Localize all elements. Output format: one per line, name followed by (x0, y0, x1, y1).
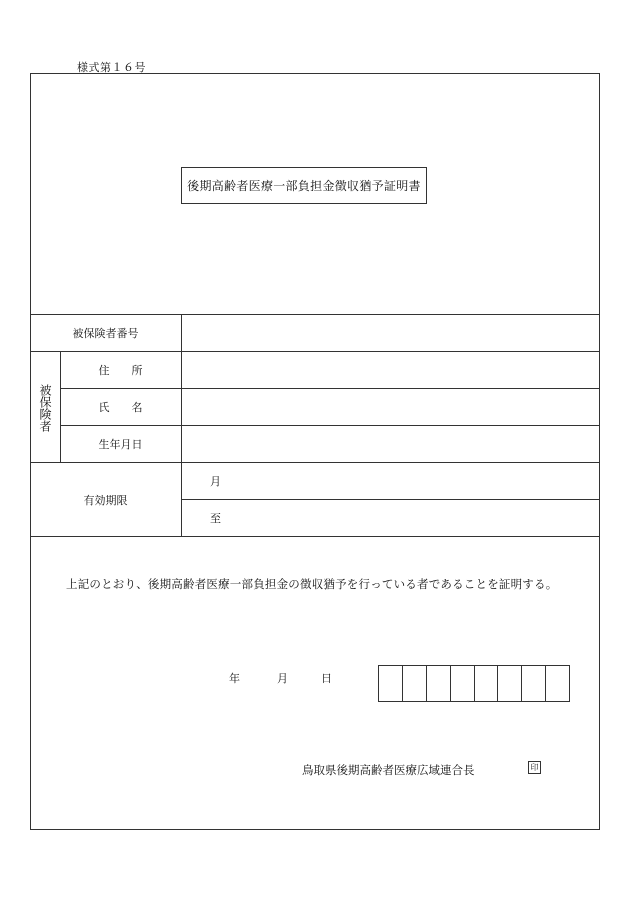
code-box (474, 666, 498, 701)
validity-from-label: 月 (210, 475, 221, 488)
birthdate-label: 生年月日 (98, 438, 143, 451)
insured-group-label (30, 352, 60, 463)
code-box-group (378, 665, 570, 702)
code-box (521, 666, 545, 701)
year-label: 年 (229, 672, 240, 685)
validity-label: 有効期限 (83, 493, 128, 507)
code-box (379, 666, 402, 701)
day-label: 日 (321, 672, 332, 685)
code-box (497, 666, 521, 701)
address-label: 住 所 (98, 364, 143, 377)
seal-mark (528, 761, 541, 774)
document-title-text: 後期高齢者医療一部負担金徴収猶予証明書 (187, 179, 421, 193)
table-bottom-line (30, 536, 600, 537)
month-label: 月 (277, 672, 288, 685)
row-line-validity-split (181, 499, 600, 500)
code-box (450, 666, 474, 701)
issuer-name: 鳥取県後期高齢者医療広域連合長 (302, 763, 475, 777)
form-number: 様式第１６号 (77, 61, 146, 74)
insured-number-label: 被保険者番号 (72, 327, 139, 340)
insured-group-label-text: 被保険者 (38, 383, 52, 432)
code-box (545, 666, 569, 701)
code-box (402, 666, 426, 701)
document-title (181, 167, 427, 204)
validity-to-label: 至 (210, 512, 221, 525)
certification-statement: 上記のとおり、後期高齢者医療一部負担金の徴収猶予を行っている者であることを証明する。 (66, 577, 558, 591)
name-label: 氏 名 (98, 401, 143, 414)
seal-char: 印 (530, 762, 539, 772)
column-line-values (181, 314, 182, 536)
code-box (426, 666, 450, 701)
